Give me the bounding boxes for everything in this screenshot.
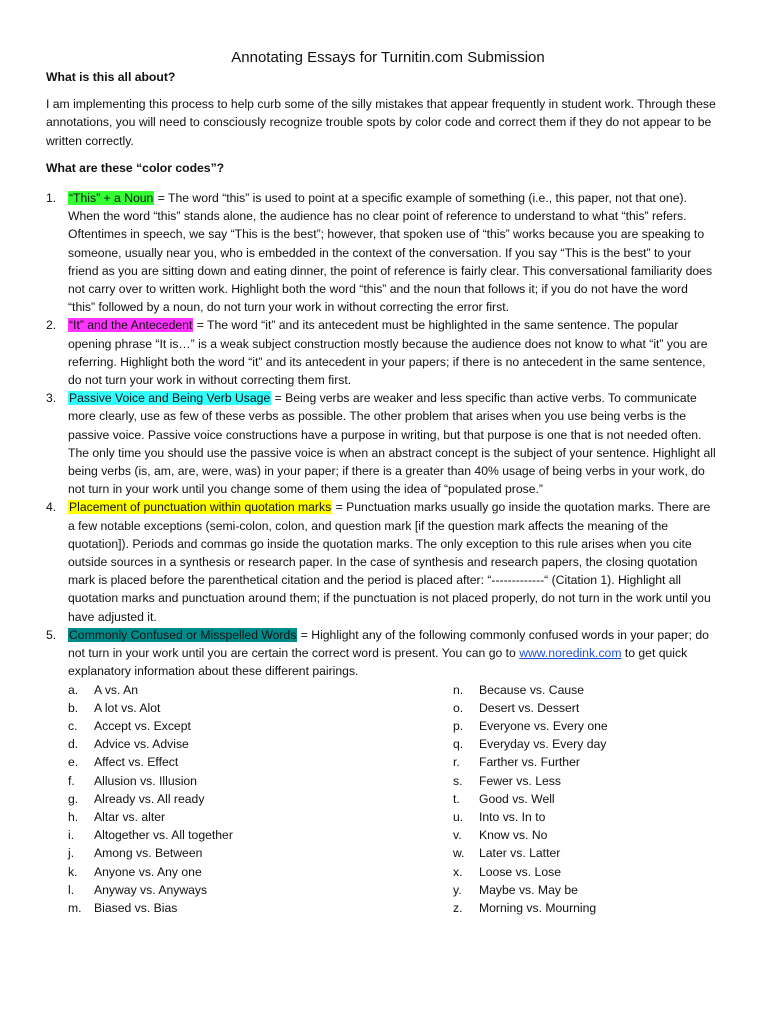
pair-text: Anyone vs. Any one (94, 864, 202, 879)
item-description: = Being verbs are weaker and less specific than active verbs. To communicate more clearly, use as few of these verbs as possible. The other problem that arises when you use being verbs is the passive voice. Passive voice constructions have a purpose in writing, but that purpose is one that is not needed often. The only time you should use the passive voice is when an abstract concept is the subject of your sentence. Highlight all being verbs (is, am, are, were, was) in your paper; if there is a greater than 40% usage of being verbs in your work, do not turn in your work until you change some of them using the idea of “populated prose.” (68, 391, 716, 497)
word-pair-item (68, 844, 453, 862)
pair-text: Everyone vs. Every one (479, 718, 608, 733)
word-pair-item (453, 790, 608, 808)
word-pair-item (453, 808, 608, 826)
pair-letter: a. (68, 682, 79, 697)
pair-letter: m. (68, 900, 82, 915)
item-number: 1. (46, 191, 57, 206)
pair-letter: o. (453, 700, 464, 715)
item-description-end: to get quick explanatory information about these different pairings. (68, 646, 688, 679)
word-pair-item (453, 881, 608, 899)
pair-letter: y. (453, 882, 462, 897)
pair-letter: t. (453, 791, 460, 806)
pair-text: Into vs. In to (479, 809, 546, 824)
pair-text: Biased vs. Bias (94, 900, 178, 915)
pair-text: Fewer vs. Less (479, 773, 561, 788)
word-pair-item (453, 717, 608, 735)
word-pair-item (453, 826, 608, 844)
word-pair-item (68, 717, 453, 735)
pair-text: Later vs. Latter (479, 846, 561, 861)
pair-letter: b. (68, 700, 79, 715)
word-pair-item (68, 826, 453, 844)
highlight-label-it-antecedent: “It” and the Antecedent (69, 318, 193, 333)
page-title: Annotating Essays for Turnitin.com Submission (231, 49, 545, 66)
pair-text: Everyday vs. Every day (479, 737, 607, 752)
color-code-item (46, 498, 718, 625)
pair-text: Morning vs. Mourning (479, 900, 597, 915)
pair-letter: g. (68, 791, 79, 806)
word-pair-item (453, 899, 608, 917)
word-pair-item (453, 681, 608, 699)
word-pair-item (68, 808, 453, 826)
color-code-item (46, 389, 718, 498)
highlight-label-passive-voice: Passive Voice and Being Verb Usage (69, 391, 271, 406)
item-number: 4. (46, 500, 57, 515)
section-heading-color-codes: What are these “color codes”? (46, 160, 225, 175)
item-number: 3. (46, 391, 57, 406)
pair-letter: w. (453, 846, 465, 861)
pair-letter: q. (453, 737, 464, 752)
pair-letter: e. (68, 755, 79, 770)
word-pairs-right-column (453, 681, 608, 918)
item-description: = The word “this” is used to point at a specific example of something (i.e., this paper, not that one). When the word “this” stands alone, the audience has no clear point of reference to understand to what “this” refers. Oftentimes in speech, we say “This is the best”; however, that spoken use of “this” works because you are speaking to someone, usually near you, who is embedded in the context of the conversation. If you say “This is the best” to your friend as you are sitting down and eating dinner, the point of reference is fairly clear. This conversational familiarity does not carry over to written work. Highlight both the word “this” and the noun that follows it; if you do not have the word “this” followed by a noun, do not turn your work in without correcting the error first. (68, 191, 713, 315)
color-code-item (46, 626, 718, 681)
item-number: 5. (46, 627, 57, 642)
item-number: 2. (46, 318, 57, 333)
pair-letter: f. (68, 773, 75, 788)
item-description: = Punctuation marks usually go inside the quotation marks. There are a few notable exceptions (semi-colon, colon, and question mark [if the question mark affects the meaning of the quotation]). Periods and commas go inside the quotation marks. The only exception to this rule arises when you cite outside sources in a synthesis or research paper. In the case of synthesis and research papers, the closing quotation mark is placed before the parenthetical citation and the period is placed after: “-------------“ (Citation 1). Highlight all quotation marks and punctuation around them; if the punctuation is not placed properly, do not turn in the work until you have adjusted it. (68, 500, 711, 624)
pair-letter: h. (68, 809, 79, 824)
pair-text: Altar vs. alter (94, 809, 166, 824)
pair-text: Altogether vs. All together (94, 828, 233, 843)
word-pair-item (68, 699, 453, 717)
pair-letter: j. (68, 846, 75, 861)
pair-text: Affect vs. Effect (94, 755, 179, 770)
pair-letter: k. (68, 864, 78, 879)
word-pair-item (68, 899, 453, 917)
word-pair-item (68, 863, 453, 881)
word-pair-item (68, 681, 453, 699)
word-pairs (46, 681, 718, 918)
word-pair-item (453, 772, 608, 790)
pair-text: Farther vs. Further (479, 755, 580, 770)
word-pair-item (453, 735, 608, 753)
pair-text: Anyway vs. Anyways (94, 882, 208, 897)
pair-text: Already vs. All ready (94, 791, 205, 806)
pair-letter: p. (453, 718, 464, 733)
pair-text: Loose vs. Lose (479, 864, 561, 879)
color-code-item (46, 316, 718, 389)
highlight-label-punctuation: Placement of punctuation within quotation marks (69, 500, 332, 515)
pair-text: Desert vs. Dessert (479, 700, 580, 715)
pair-letter: x. (453, 864, 463, 879)
word-pair-item (68, 735, 453, 753)
item-description: = The word “it” and its antecedent must be highlighted in the same sentence. The popular opening phrase “It is…” is a weak subject construction mostly because the audience does not know to what “it” you are referring. Highlight both the word “it” and its antecedent in your papers; if there is no antecedent in the same sentence, do not turn your work in without correcting them first. (68, 318, 708, 388)
pair-text: Accept vs. Except (94, 718, 191, 733)
intro-paragraph: I am implementing this process to help curb some of the silly mistakes that appear frequently in student work. Through these annotations, you will need to consciously recognize trouble spots by color code and correct them if they do not appear to be written correctly. (46, 97, 716, 148)
pair-text: Allusion vs. Illusion (94, 773, 197, 788)
pair-text: Because vs. Cause (479, 682, 585, 697)
word-pair-item (453, 863, 608, 881)
word-pair-item (68, 790, 453, 808)
word-pair-item (68, 881, 453, 899)
pair-letter: l. (68, 882, 75, 897)
pair-letter: z. (453, 900, 463, 915)
pair-letter: c. (68, 718, 78, 733)
pair-text: Maybe vs. May be (479, 882, 578, 897)
pair-letter: u. (453, 809, 464, 824)
word-pair-item (453, 844, 608, 862)
highlight-label-confused-words: Commonly Confused or Misspelled Words (69, 627, 297, 642)
color-code-list (46, 189, 718, 680)
word-pair-item (453, 699, 608, 717)
pair-text: Advice vs. Advise (94, 737, 189, 752)
pair-text: A vs. An (94, 682, 139, 697)
word-pairs-left-column (68, 681, 453, 918)
pair-text: A lot vs. Alot (94, 700, 161, 715)
pair-text: Know vs. No (479, 828, 548, 843)
item-description-start: = Highlight any of the following commonly confused words in your paper; do not turn in your work until you are certain the correct word is present. You can go to (68, 627, 709, 661)
pair-letter: r. (453, 755, 460, 770)
word-pair-item (68, 772, 453, 790)
pair-letter: d. (68, 737, 79, 752)
color-code-item (46, 189, 718, 316)
pair-letter: i. (68, 828, 75, 843)
highlight-label-this-noun: “This” + a Noun (69, 191, 154, 206)
section-heading-about: What is this all about? (46, 70, 176, 84)
pair-text: Among vs. Between (94, 846, 203, 861)
word-pair-item (68, 753, 453, 771)
pair-letter: n. (453, 682, 464, 697)
word-pair-item (453, 753, 608, 771)
pair-letter: v. (453, 828, 462, 843)
noredink-link[interactable]: www.noredink.com (519, 646, 622, 661)
pair-letter: s. (453, 773, 463, 788)
pair-text: Good vs. Well (479, 791, 555, 806)
